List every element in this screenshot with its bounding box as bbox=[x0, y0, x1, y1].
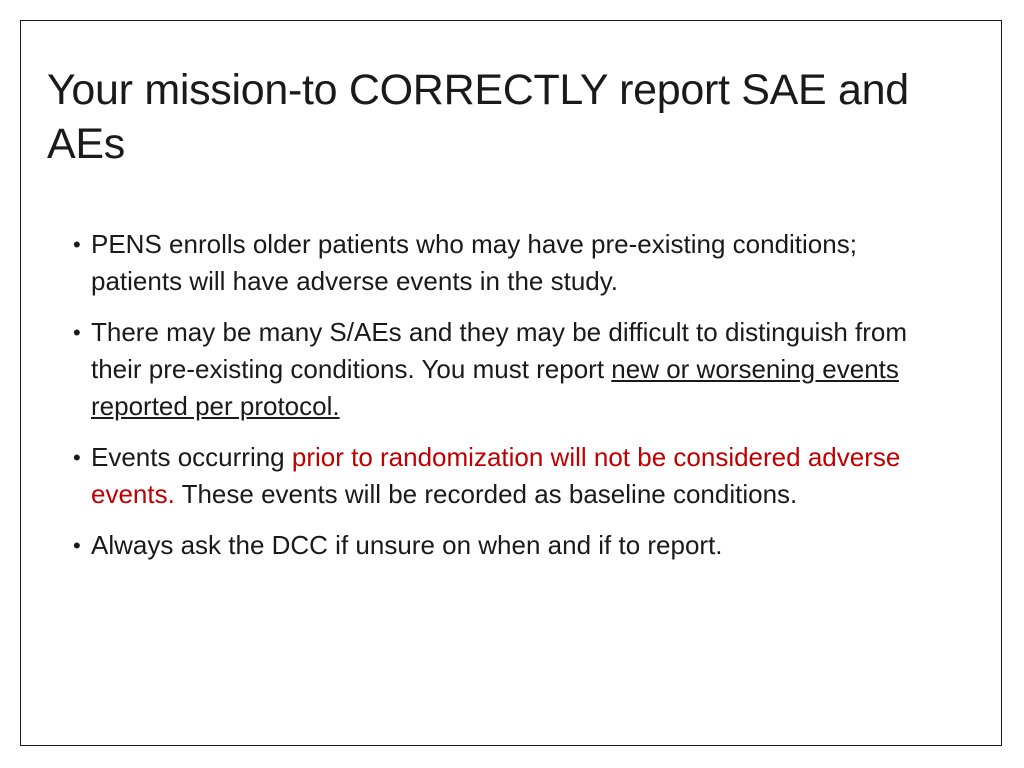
bullet-item-enrollment bbox=[73, 226, 923, 300]
bullet-text-continued: These events will be recorded as baseline conditions. bbox=[174, 479, 798, 509]
bullet-icon: • bbox=[73, 320, 81, 345]
bullet-icon: • bbox=[73, 445, 81, 470]
bullet-icon: • bbox=[73, 232, 81, 257]
bullet-item-randomization bbox=[73, 439, 923, 513]
slide bbox=[20, 20, 1002, 746]
bullet-item-ask-dcc bbox=[73, 527, 923, 564]
bullet-text: There may be many S/AEs and they may be difficult to distinguish from their pre-existing conditions. You must report bbox=[91, 317, 908, 384]
underlined-emphasis: new or worsening events reported per protocol. bbox=[91, 354, 899, 421]
bullet-list bbox=[73, 226, 923, 578]
bullet-text: PENS enrolls older patients who may have pre-existing conditions; patients will have adverse events in the study. bbox=[91, 229, 857, 296]
bullet-icon: • bbox=[73, 533, 81, 558]
bullet-text: Always ask the DCC if unsure on when and if to report. bbox=[91, 530, 723, 560]
bullet-item-reporting bbox=[73, 314, 923, 425]
bullet-text: Events occurring bbox=[91, 442, 292, 472]
red-highlight: prior to randomization will not be considered adverse events. bbox=[91, 442, 901, 509]
slide-title: Your mission-to CORRECTLY report SAE and AEs bbox=[47, 66, 909, 168]
